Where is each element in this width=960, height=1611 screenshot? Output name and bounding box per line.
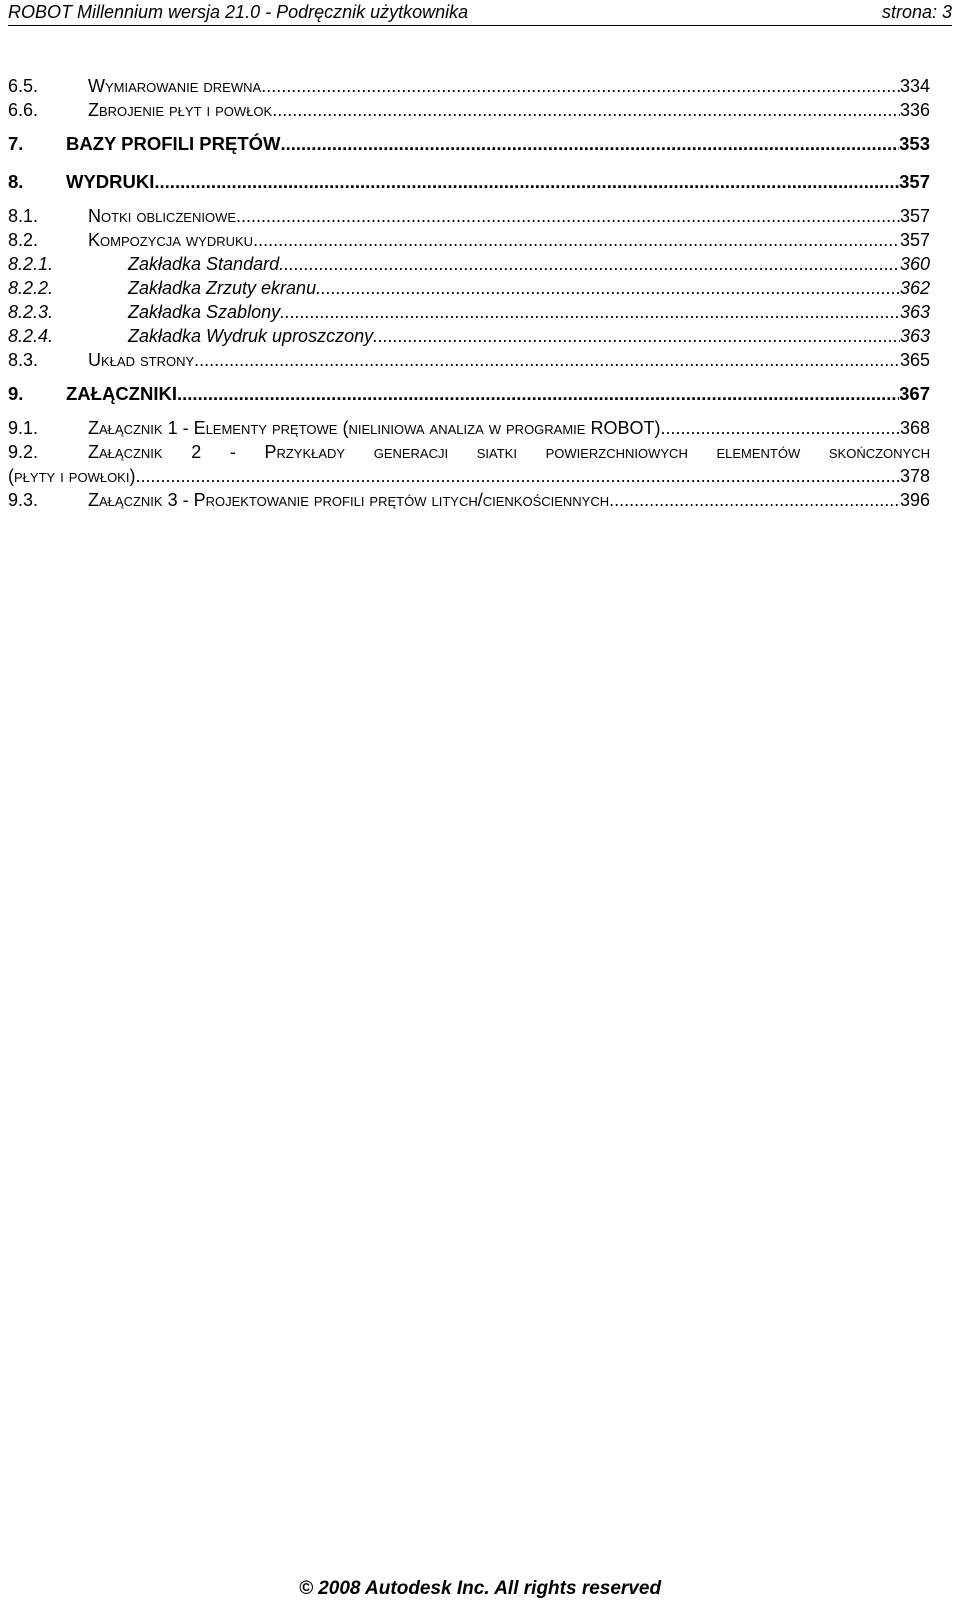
- toc-entry-number: 8.2.2.: [8, 278, 54, 298]
- dot-leader: [280, 300, 900, 324]
- dot-leader: [236, 204, 900, 228]
- dot-leader: [253, 228, 900, 252]
- toc-entry-number: 8.3.: [8, 350, 39, 370]
- toc-entry-6-6[interactable]: [8, 98, 952, 122]
- dot-leader: [279, 252, 900, 276]
- toc-entry-title: ZAŁĄCZNIKI: [66, 383, 177, 404]
- toc-entry-7[interactable]: [8, 132, 952, 156]
- toc-entry-page: 396: [899, 490, 930, 510]
- toc-entry-title: Zakładka Standard: [128, 254, 280, 274]
- page-header: [8, 0, 952, 26]
- toc-entry-number: 8.2.1.: [8, 254, 54, 274]
- dot-leader: [261, 74, 900, 98]
- dot-leader: [272, 98, 900, 122]
- toc-entry-title: BAZY PROFILI PRĘTÓW: [66, 133, 281, 154]
- dot-leader: [373, 324, 900, 348]
- toc-entry-title: Załącznik 2 - Przykłady generacji siatki powierzchniowych elementów skończonych: [88, 442, 930, 462]
- toc-entry-page: 368: [899, 418, 930, 438]
- toc-entry-page: 353: [899, 133, 930, 154]
- document-title: ROBOT Millennium wersja 21.0 - Podręcznik użytkownika: [8, 2, 469, 22]
- toc-entry-number: 8.1.: [8, 206, 39, 226]
- page-footer: [0, 1576, 960, 1602]
- toc-entry-number: 8.2.4.: [8, 326, 54, 346]
- toc-entry-number: 8.: [8, 171, 24, 192]
- toc-entry-8-2[interactable]: [8, 228, 952, 252]
- toc-entry-8-2-1[interactable]: [8, 252, 952, 276]
- toc-entry-title: Zakładka Szablony: [128, 302, 281, 322]
- toc-entry-number: 6.6.: [8, 100, 39, 120]
- table-of-contents: [8, 74, 952, 512]
- toc-entry-number: 9.2.: [8, 442, 39, 462]
- copyright-text: © 2008 Autodesk Inc. All rights reserved: [298, 1578, 662, 1599]
- dot-leader: [609, 488, 900, 512]
- dot-leader: [135, 464, 899, 488]
- dot-leader: [194, 348, 900, 372]
- toc-entry-title: Zakładka Wydruk uproszczony: [128, 326, 374, 346]
- toc-entry-8-1[interactable]: [8, 204, 952, 228]
- toc-entry-page: 336: [899, 100, 930, 120]
- dot-leader: [154, 170, 899, 194]
- toc-entry-9-3[interactable]: [8, 488, 952, 512]
- toc-entry-title: Załącznik 3 - Projektowanie profili prętów litych/cienkościennych: [88, 490, 610, 510]
- toc-entry-9-2[interactable]: [8, 440, 952, 464]
- toc-entry-title: Notki obliczeniowe: [88, 206, 237, 226]
- toc-entry-number: 8.2.3.: [8, 302, 54, 322]
- toc-entry-title: Zbrojenie płyt i powłok: [88, 100, 273, 120]
- toc-entry-title-continuation: (płyty i powłoki): [8, 466, 136, 486]
- toc-entry-number: 6.5.: [8, 76, 39, 96]
- toc-entry-title: Załącznik 1 - Elementy prętowe (nieliniowa analiza w programie ROBOT): [88, 418, 661, 438]
- toc-entry-number: 9.1.: [8, 418, 39, 438]
- toc-entry-title: Układ strony: [88, 350, 195, 370]
- toc-entry-8-3[interactable]: [8, 348, 952, 372]
- toc-entry-page: 357: [899, 230, 930, 250]
- toc-entry-page: 357: [899, 206, 930, 226]
- toc-entry-8[interactable]: [8, 170, 952, 194]
- toc-entry-9[interactable]: [8, 382, 952, 406]
- toc-entry-number: 8.2.: [8, 230, 39, 250]
- toc-entry-9-2-continuation[interactable]: [8, 464, 952, 488]
- toc-entry-page: 357: [899, 171, 930, 192]
- toc-entry-page: 367: [899, 383, 930, 404]
- toc-entry-page: 334: [899, 76, 930, 96]
- toc-entry-title: WYDRUKI: [66, 171, 155, 192]
- toc-entry-number: 9.: [8, 383, 24, 404]
- toc-entry-page: 378: [899, 466, 930, 486]
- toc-entry-title: Zakładka Zrzuty ekranu: [128, 278, 317, 298]
- dot-leader: [177, 382, 899, 406]
- toc-entry-9-1[interactable]: [8, 416, 952, 440]
- toc-entry-number: 7.: [8, 133, 24, 154]
- toc-entry-page: 360: [899, 254, 930, 274]
- toc-entry-number: 9.3.: [8, 490, 39, 510]
- toc-entry-8-2-4[interactable]: [8, 324, 952, 348]
- toc-entry-page: 362: [899, 278, 930, 298]
- toc-entry-page: 363: [899, 302, 930, 322]
- toc-entry-title: Wymiarowanie drewna: [88, 76, 262, 96]
- toc-entry-page: 363: [899, 326, 930, 346]
- toc-entry-title: Kompozycja wydruku: [88, 230, 254, 250]
- dot-leader: [316, 276, 900, 300]
- toc-entry-8-2-2[interactable]: [8, 276, 952, 300]
- page-number: strona: 3: [881, 2, 952, 22]
- dot-leader: [660, 416, 899, 440]
- dot-leader: [280, 132, 899, 156]
- toc-entry-page: 365: [899, 350, 930, 370]
- toc-entry-6-5[interactable]: [8, 74, 952, 98]
- toc-entry-8-2-3[interactable]: [8, 300, 952, 324]
